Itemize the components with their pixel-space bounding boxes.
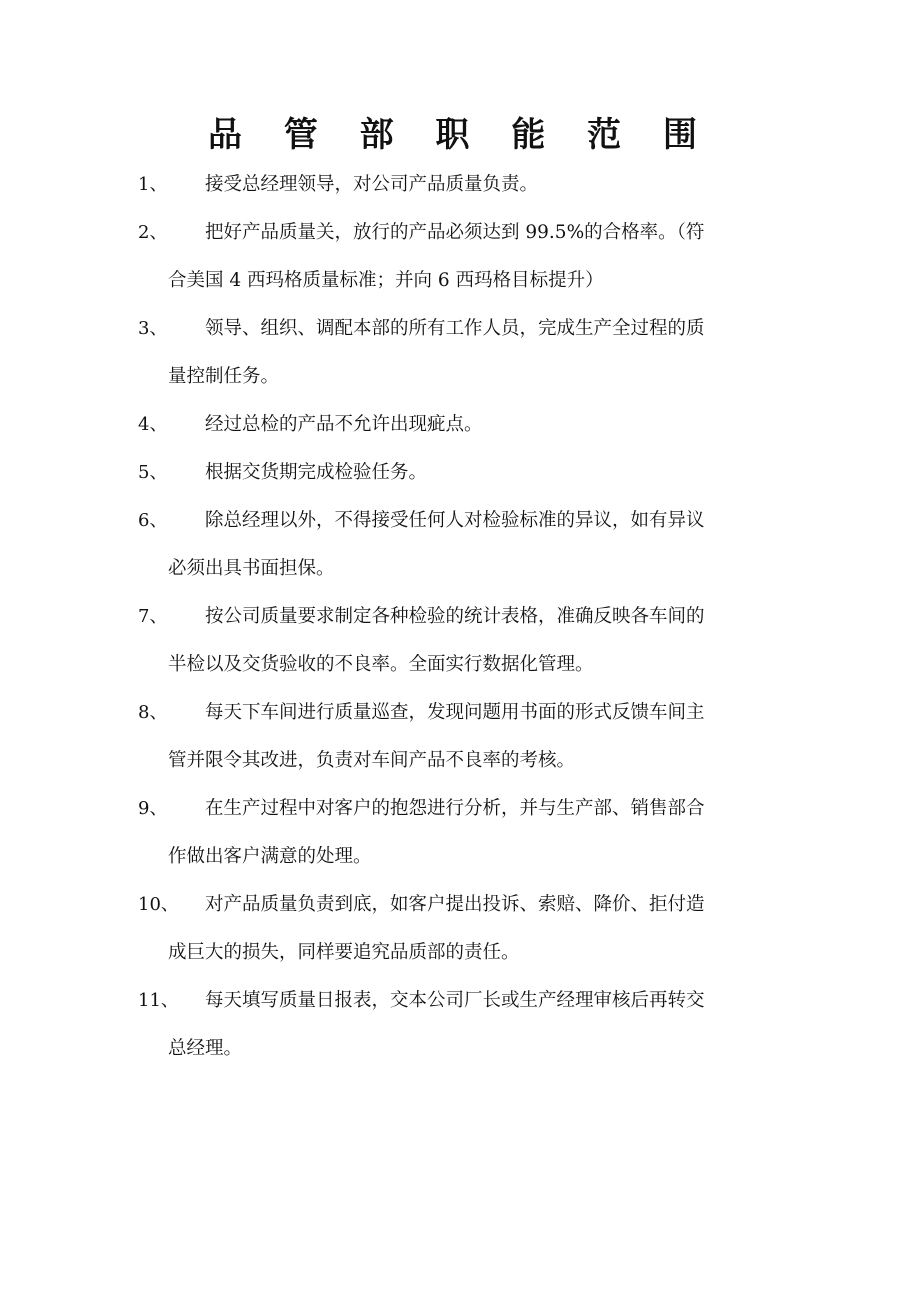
item-text: 对产品质量负责到底，如客户提出投诉、索赔、降价、拒付造 bbox=[205, 894, 705, 915]
item-text: 半检以及交货验收的不良率。全面实行数据化管理。 bbox=[168, 654, 594, 675]
item-text: 量控制任务。 bbox=[168, 366, 280, 387]
item-number: 5、 bbox=[138, 462, 168, 483]
item-text: 把好产品质量关，放行的产品必须达到 99.5%的合格率。（符 bbox=[205, 222, 705, 243]
item-text: 总经理。 bbox=[168, 1038, 243, 1059]
item-number: 1、 bbox=[138, 174, 168, 195]
item-number: 6、 bbox=[138, 510, 168, 531]
item-text: 按公司质量要求制定各种检验的统计表格，准确反映各车间的 bbox=[205, 606, 705, 627]
item-text: 管并限令其改进，负责对车间产品不良率的考核。 bbox=[168, 750, 576, 771]
item-number: 7、 bbox=[138, 606, 168, 627]
item-text: 作做出客户满意的处理。 bbox=[168, 846, 372, 867]
item-text: 经过总检的产品不允许出现疵点。 bbox=[205, 414, 483, 435]
item-text: 领导、组织、调配本部的所有工作人员，完成生产全过程的质 bbox=[205, 318, 705, 339]
item-number: 11、 bbox=[138, 990, 179, 1011]
item-text: 每天填写质量日报表，交本公司厂长或生产经理审核后再转交 bbox=[205, 990, 705, 1011]
item-number: 3、 bbox=[138, 318, 168, 339]
item-number: 10、 bbox=[138, 894, 179, 915]
item-number: 4、 bbox=[138, 414, 168, 435]
item-number: 2、 bbox=[138, 222, 168, 243]
item-text: 成巨大的损失，同样要追究品质部的责任。 bbox=[168, 942, 520, 963]
item-text: 接受总经理领导，对公司产品质量负责。 bbox=[205, 174, 539, 195]
item-text: 除总经理以外，不得接受任何人对检验标准的异议，如有异议 bbox=[205, 510, 705, 531]
item-text: 合美国 4 西玛格质量标准；并向 6 西玛格目标提升） bbox=[168, 270, 604, 291]
page-title: 品 管 部 职 能 范 围 bbox=[207, 115, 713, 155]
item-number: 9、 bbox=[138, 798, 168, 819]
item-text: 在生产过程中对客户的抱怨进行分析，并与生产部、销售部合 bbox=[205, 798, 705, 819]
item-number: 8、 bbox=[138, 702, 168, 723]
item-text: 根据交货期完成检验任务。 bbox=[205, 462, 428, 483]
item-text: 每天下车间进行质量巡查，发现问题用书面的形式反馈车间主 bbox=[205, 702, 705, 723]
item-text: 必须出具书面担保。 bbox=[168, 558, 335, 579]
